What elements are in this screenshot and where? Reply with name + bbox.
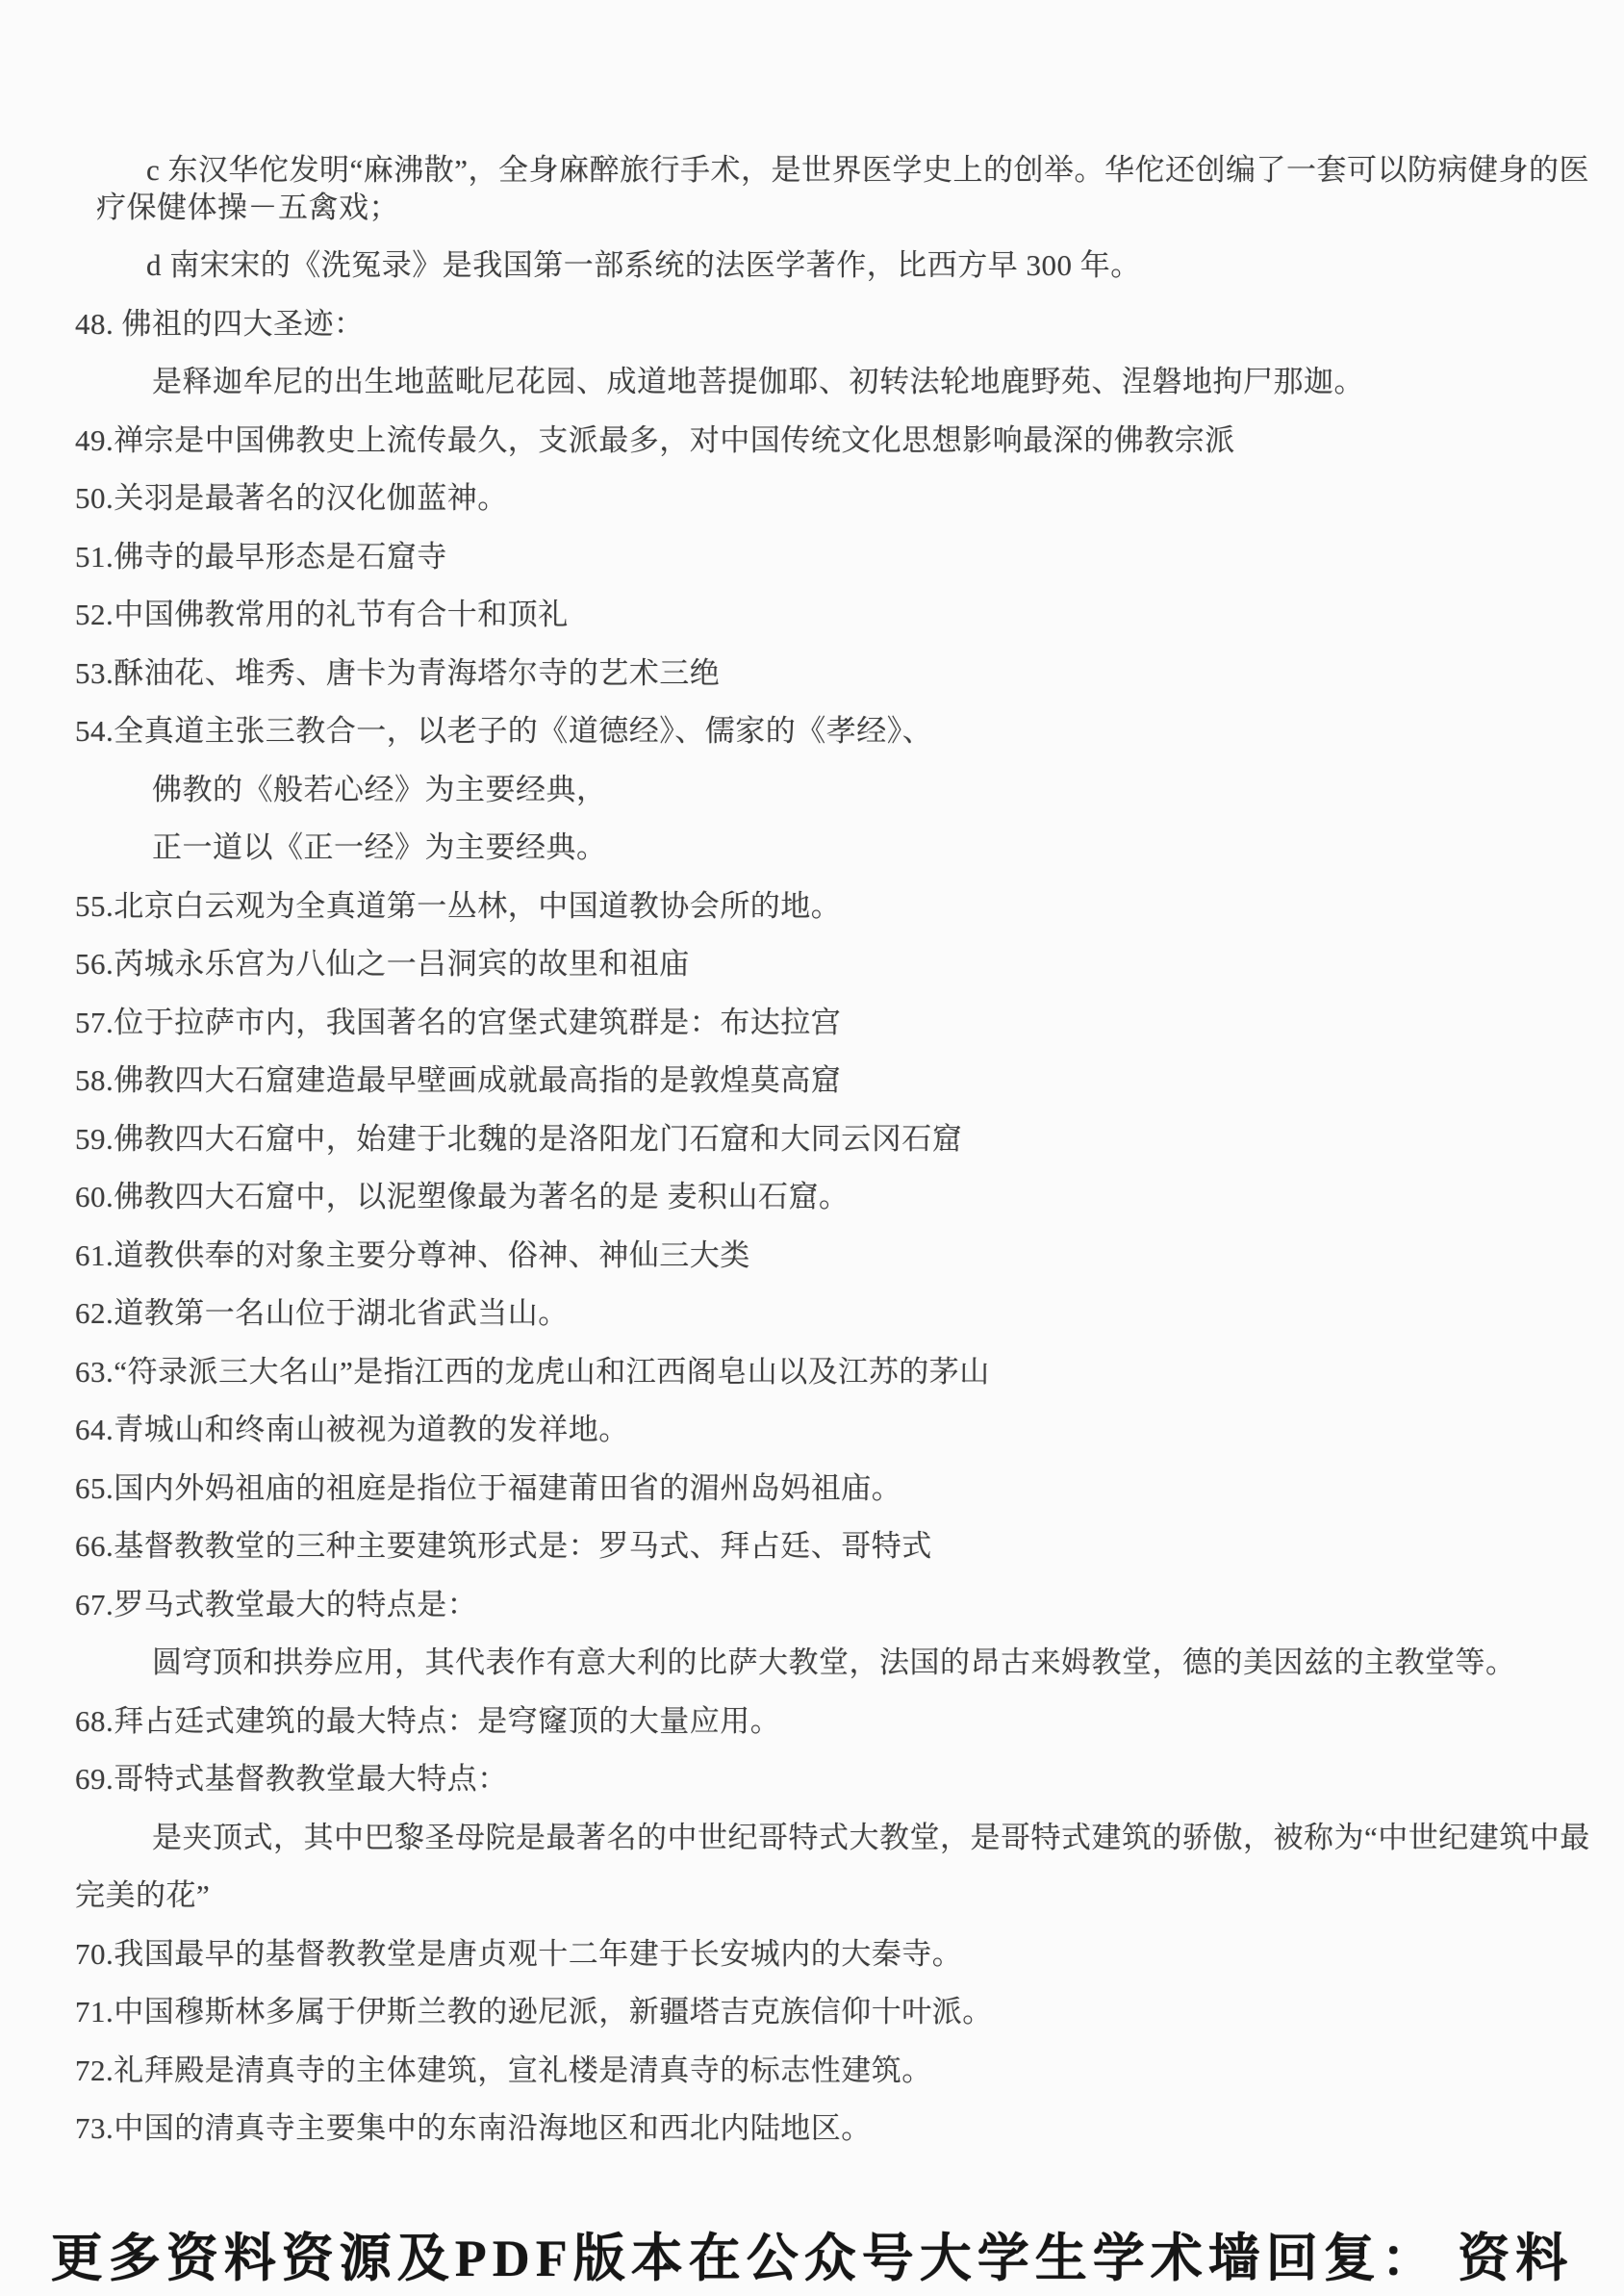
text-line: 正一道以《正一经》为主要经典。 [152, 830, 607, 864]
text-line: 佛教的《般若心经》为主要经典， [152, 772, 607, 806]
text-line: 64.青城山和终南山被视为道教的发祥地。 [75, 1413, 629, 1446]
text-line: d 南宋宋的《洗冤录》是我国第一部系统的法医学著作，比西方早 300 年。 [146, 248, 1141, 282]
text-line: 66.基督教教堂的三种主要建筑形式是：罗马式、拜占廷、哥特式 [75, 1529, 932, 1563]
text-line: 69.哥特式基督教教堂最大特点： [75, 1762, 508, 1796]
text-line: 51.佛寺的最早形态是石窟寺 [75, 539, 447, 574]
text-line: 48. 佛祖的四大圣迹： [75, 306, 365, 341]
text-line: 完美的花” [75, 1878, 211, 1912]
text-line: 70.我国最早的基督教教堂是唐贞观十二年建于长安城内的大秦寺。 [75, 1936, 963, 1971]
text-line: 53.酥油花、堆秀、唐卡为青海塔尔寺的艺术三绝 [75, 655, 721, 690]
text-line: 63.“符录派三大名山”是指江西的龙虎山和江西阁皂山以及江苏的茅山 [75, 1354, 990, 1389]
text-line: 56.芮城永乐宫为八仙之一吕洞宾的故里和祖庙 [75, 947, 690, 981]
document-body [0, 153, 1624, 2173]
text-line: 71.中国穆斯林多属于伊斯兰教的逊尼派，新疆塔吉克族信仰十叶派。 [75, 1995, 993, 2028]
text-line: 50.关羽是最著名的汉化伽蓝神。 [75, 481, 508, 515]
text-line: 57.位于拉萨市内，我国著名的宫堡式建筑群是：布达拉宫 [75, 1005, 842, 1039]
text-line: 67.罗马式教堂最大的特点是： [75, 1587, 478, 1621]
text-line: 圆穹顶和拱券应用，其代表作有意大利的比萨大教堂，法国的昂古来姆教堂，德的美因兹的主教堂等。 [152, 1645, 1516, 1679]
text-line: 73.中国的清真寺主要集中的东南沿海地区和西北内陆地区。 [75, 2111, 872, 2145]
text-line: 58.佛教四大石窟建造最早壁画成就最高指的是敦煌莫高窟 [75, 1063, 842, 1097]
text-line: 是释迦牟尼的出生地蓝毗尼花园、成道地菩提伽耶、初转法轮地鹿野苑、涅磐地拘尸那迦。 [152, 365, 1364, 398]
text-line: 疗保健体操－五禽戏； [96, 190, 399, 224]
text-line: 65.国内外妈祖庙的祖庭是指位于福建莆田省的湄州岛妈祖庙。 [75, 1470, 902, 1505]
text-line: 59.佛教四大石窟中，始建于北魏的是洛阳龙门石窟和大同云冈石窟 [75, 1121, 963, 1156]
text-line: 62.道教第一名山位于湖北省武当山。 [75, 1296, 569, 1330]
text-line: 55.北京白云观为全真道第一丛林，中国道教协会所的地。 [75, 888, 842, 923]
text-line: 68.拜占廷式建筑的最大特点：是穹窿顶的大量应用。 [75, 1703, 781, 1738]
text-line: 61.道教供奉的对象主要分尊神、俗神、神仙三大类 [75, 1237, 750, 1272]
text-line: 52.中国佛教常用的礼节有合十和顶礼 [75, 598, 569, 631]
text-line: 49.禅宗是中国佛教史上流传最久，支派最多，对中国传统文化思想影响最深的佛教宗派 [75, 422, 1235, 457]
text-line: 72.礼拜殿是清真寺的主体建筑，宣礼楼是清真寺的标志性建筑。 [75, 2053, 932, 2087]
text-line: 是夹顶式，其中巴黎圣母院是最著名的中世纪哥特式大教堂，是哥特式建筑的骄傲，被称为“中世纪建筑中最 [152, 1820, 1590, 1854]
text-line: c 东汉华佗发明“麻沸散”，全身麻醉旅行手术，是世界医学史上的创举。华佗还创编了一套可以防病健身的医 [146, 153, 1590, 187]
text-line: 54.全真道主张三教合一，以老子的《道德经》、儒家的《孝经》、 [75, 714, 933, 748]
text-line: 60.佛教四大石窟中，以泥塑像最为著名的是 麦积山石窟。 [75, 1180, 850, 1213]
footer-promo-note: 更多资料资源及PDF版本在公众号大学生学术墙回复： 资料 [50, 2230, 1574, 2287]
